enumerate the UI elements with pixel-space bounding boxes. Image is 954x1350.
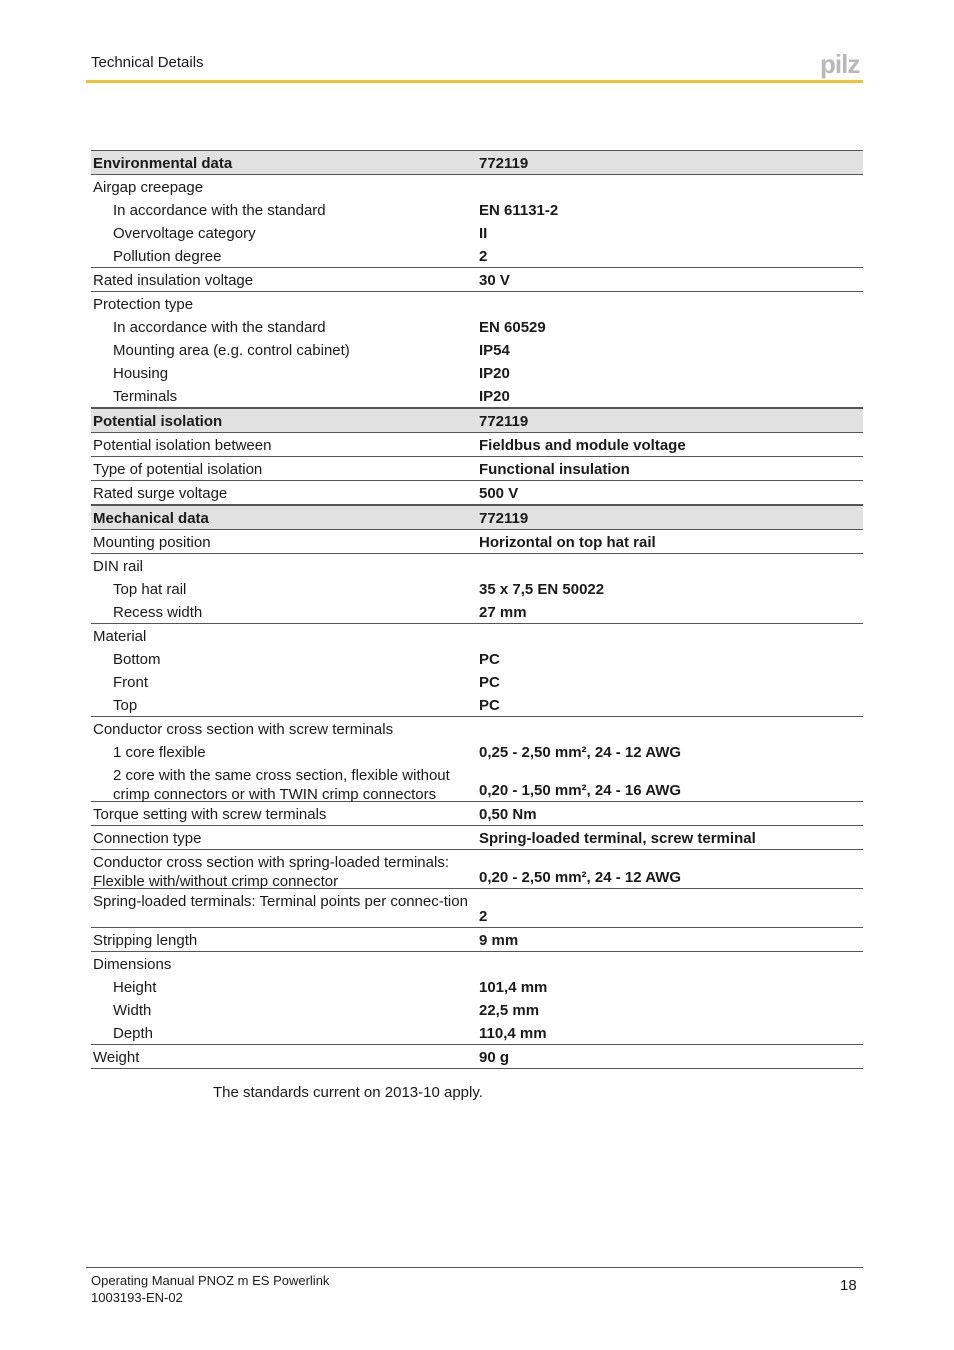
spec-line	[91, 600, 863, 623]
spec-label: 1 core flexible	[113, 744, 206, 761]
section-code: 772119	[479, 510, 529, 527]
section-code: 772119	[479, 155, 529, 172]
spec-row	[91, 457, 863, 481]
spec-label: Protection type	[93, 296, 194, 313]
spec-value: PC	[479, 697, 500, 714]
spec-label: Height	[113, 979, 157, 996]
spec-line	[91, 292, 863, 315]
spec-value: EN 60529	[479, 319, 546, 336]
spec-label: 2 core with the same cross section, flexible without crimp connectors or with TWIN crimp connectors	[113, 767, 450, 803]
spec-value: Horizontal on top hat rail	[479, 534, 656, 551]
spec-value: II	[479, 225, 488, 242]
spec-value: 30 V	[479, 272, 510, 289]
spec-label: Potential isolation between	[93, 437, 272, 454]
spec-row	[91, 268, 863, 292]
spec-label: In accordance with the standard	[113, 319, 326, 336]
spec-row	[91, 889, 863, 928]
section-line	[91, 506, 863, 529]
spec-line	[91, 315, 863, 338]
spec-value: 0,50 Nm	[479, 806, 537, 823]
spec-value: PC	[479, 651, 500, 668]
spec-label: Spring-loaded terminals: Terminal points per connec-tion	[93, 893, 468, 910]
pilz-logo: pilz	[820, 49, 860, 79]
spec-line	[91, 624, 863, 647]
section-header	[91, 408, 863, 433]
spec-value: 101,4 mm	[479, 979, 548, 996]
spec-label: Rated insulation voltage	[93, 272, 254, 289]
spec-label: Housing	[113, 365, 169, 382]
spec-value: 110,4 mm	[479, 1025, 547, 1042]
spec-value: 0,20 - 2,50 mm², 24 - 12 AWG	[479, 869, 682, 886]
page-header-title: Technical Details	[91, 54, 204, 71]
section-code: 772119	[479, 413, 529, 430]
spec-value: 500 V	[479, 485, 519, 502]
spec-label: Terminals	[113, 388, 178, 405]
spec-row	[91, 554, 863, 624]
spec-row	[91, 530, 863, 554]
spec-line	[91, 740, 863, 763]
spec-label: Airgap creepage	[93, 179, 204, 196]
spec-line	[91, 338, 863, 361]
spec-value: Fieldbus and module voltage	[479, 437, 686, 454]
spec-line	[91, 361, 863, 384]
spec-label: Mounting position	[93, 534, 211, 551]
spec-line	[91, 998, 863, 1021]
spec-value: 0,25 - 2,50 mm², 24 - 12 AWG	[479, 744, 682, 761]
spec-line	[91, 433, 863, 456]
spec-label: Front	[113, 674, 149, 691]
spec-value: 27 mm	[479, 604, 527, 621]
spec-value: Spring-loaded terminal, screw terminal	[479, 830, 756, 847]
spec-row	[91, 952, 863, 1045]
spec-line	[91, 889, 863, 927]
spec-line	[91, 693, 863, 716]
spec-line	[91, 826, 863, 849]
spec-label: Pollution degree	[113, 248, 222, 265]
spec-value: PC	[479, 674, 500, 691]
spec-label: DIN rail	[93, 558, 144, 575]
spec-value: 0,20 - 1,50 mm², 24 - 16 AWG	[479, 782, 682, 799]
spec-line	[91, 530, 863, 553]
spec-line	[91, 268, 863, 291]
spec-line	[91, 1021, 863, 1044]
spec-row	[91, 717, 863, 802]
spec-line	[91, 554, 863, 577]
spec-row	[91, 802, 863, 826]
spec-value: 90 g	[479, 1049, 510, 1066]
spec-row	[91, 624, 863, 717]
section-line	[91, 151, 863, 174]
spec-line	[91, 384, 863, 407]
spec-row	[91, 481, 863, 505]
spec-value: 9 mm	[479, 932, 519, 949]
spec-label: Bottom	[113, 651, 161, 668]
spec-line	[91, 952, 863, 975]
specification-table	[91, 150, 863, 1069]
section-line	[91, 409, 863, 432]
spec-row	[91, 826, 863, 850]
spec-line	[91, 928, 863, 951]
spec-row	[91, 292, 863, 408]
spec-label: Depth	[113, 1025, 154, 1042]
spec-line	[91, 647, 863, 670]
spec-line	[91, 763, 863, 801]
spec-value: IP20	[479, 388, 510, 405]
spec-line	[91, 975, 863, 998]
spec-label: Weight	[93, 1049, 140, 1066]
spec-label: Top	[113, 697, 138, 714]
spec-line	[91, 577, 863, 600]
spec-row	[91, 175, 863, 268]
spec-label: Overvoltage category	[113, 225, 256, 242]
spec-label: In accordance with the standard	[113, 202, 326, 219]
spec-label: Mounting area (e.g. control cabinet)	[113, 342, 350, 359]
spec-row	[91, 1045, 863, 1069]
spec-row	[91, 433, 863, 457]
header-rule	[86, 80, 863, 83]
spec-line	[91, 244, 863, 267]
spec-label: Material	[93, 628, 147, 645]
spec-row	[91, 850, 863, 889]
spec-value: EN 61131-2	[479, 202, 559, 219]
spec-label: Dimensions	[93, 956, 172, 973]
spec-label: Recess width	[113, 604, 203, 621]
spec-value: 2	[479, 248, 488, 265]
standards-note: The standards current on 2013-10 apply.	[213, 1084, 483, 1101]
spec-value: Functional insulation	[479, 461, 630, 478]
page-number: 18	[840, 1277, 857, 1294]
spec-line	[91, 802, 863, 825]
spec-value: 2	[479, 908, 488, 925]
spec-value: IP20	[479, 365, 510, 382]
spec-line	[91, 481, 863, 504]
spec-label: Width	[113, 1002, 152, 1019]
spec-label: Torque setting with screw terminals	[93, 806, 327, 823]
spec-line	[91, 221, 863, 244]
spec-line	[91, 198, 863, 221]
spec-label: Stripping length	[93, 932, 198, 949]
spec-line	[91, 717, 863, 740]
spec-line	[91, 1045, 863, 1068]
spec-value: 35 x 7,5 EN 50022	[479, 581, 605, 598]
section-title: Potential isolation	[93, 413, 223, 430]
footer-rule	[86, 1267, 863, 1268]
spec-line	[91, 670, 863, 693]
section-header	[91, 505, 863, 530]
footer-manual-title: Operating Manual PNOZ m ES Powerlink	[91, 1273, 330, 1288]
section-title: Mechanical data	[93, 510, 209, 527]
spec-row	[91, 928, 863, 952]
spec-label: Type of potential isolation	[93, 461, 263, 478]
footer-doc-number: 1003193-EN-02	[91, 1290, 183, 1305]
spec-label: Connection type	[93, 830, 202, 847]
spec-label: Top hat rail	[113, 581, 187, 598]
spec-label: Rated surge voltage	[93, 485, 228, 502]
section-title: Environmental data	[93, 155, 233, 172]
spec-label: Conductor cross section with spring-loaded terminals: Flexible with/without crimp connector	[93, 854, 449, 890]
spec-value: 22,5 mm	[479, 1002, 540, 1019]
spec-label: Conductor cross section with screw terminals	[93, 721, 394, 738]
section-header	[91, 150, 863, 175]
spec-line	[91, 457, 863, 480]
spec-value: IP54	[479, 342, 510, 359]
spec-line	[91, 850, 863, 888]
spec-line	[91, 175, 863, 198]
